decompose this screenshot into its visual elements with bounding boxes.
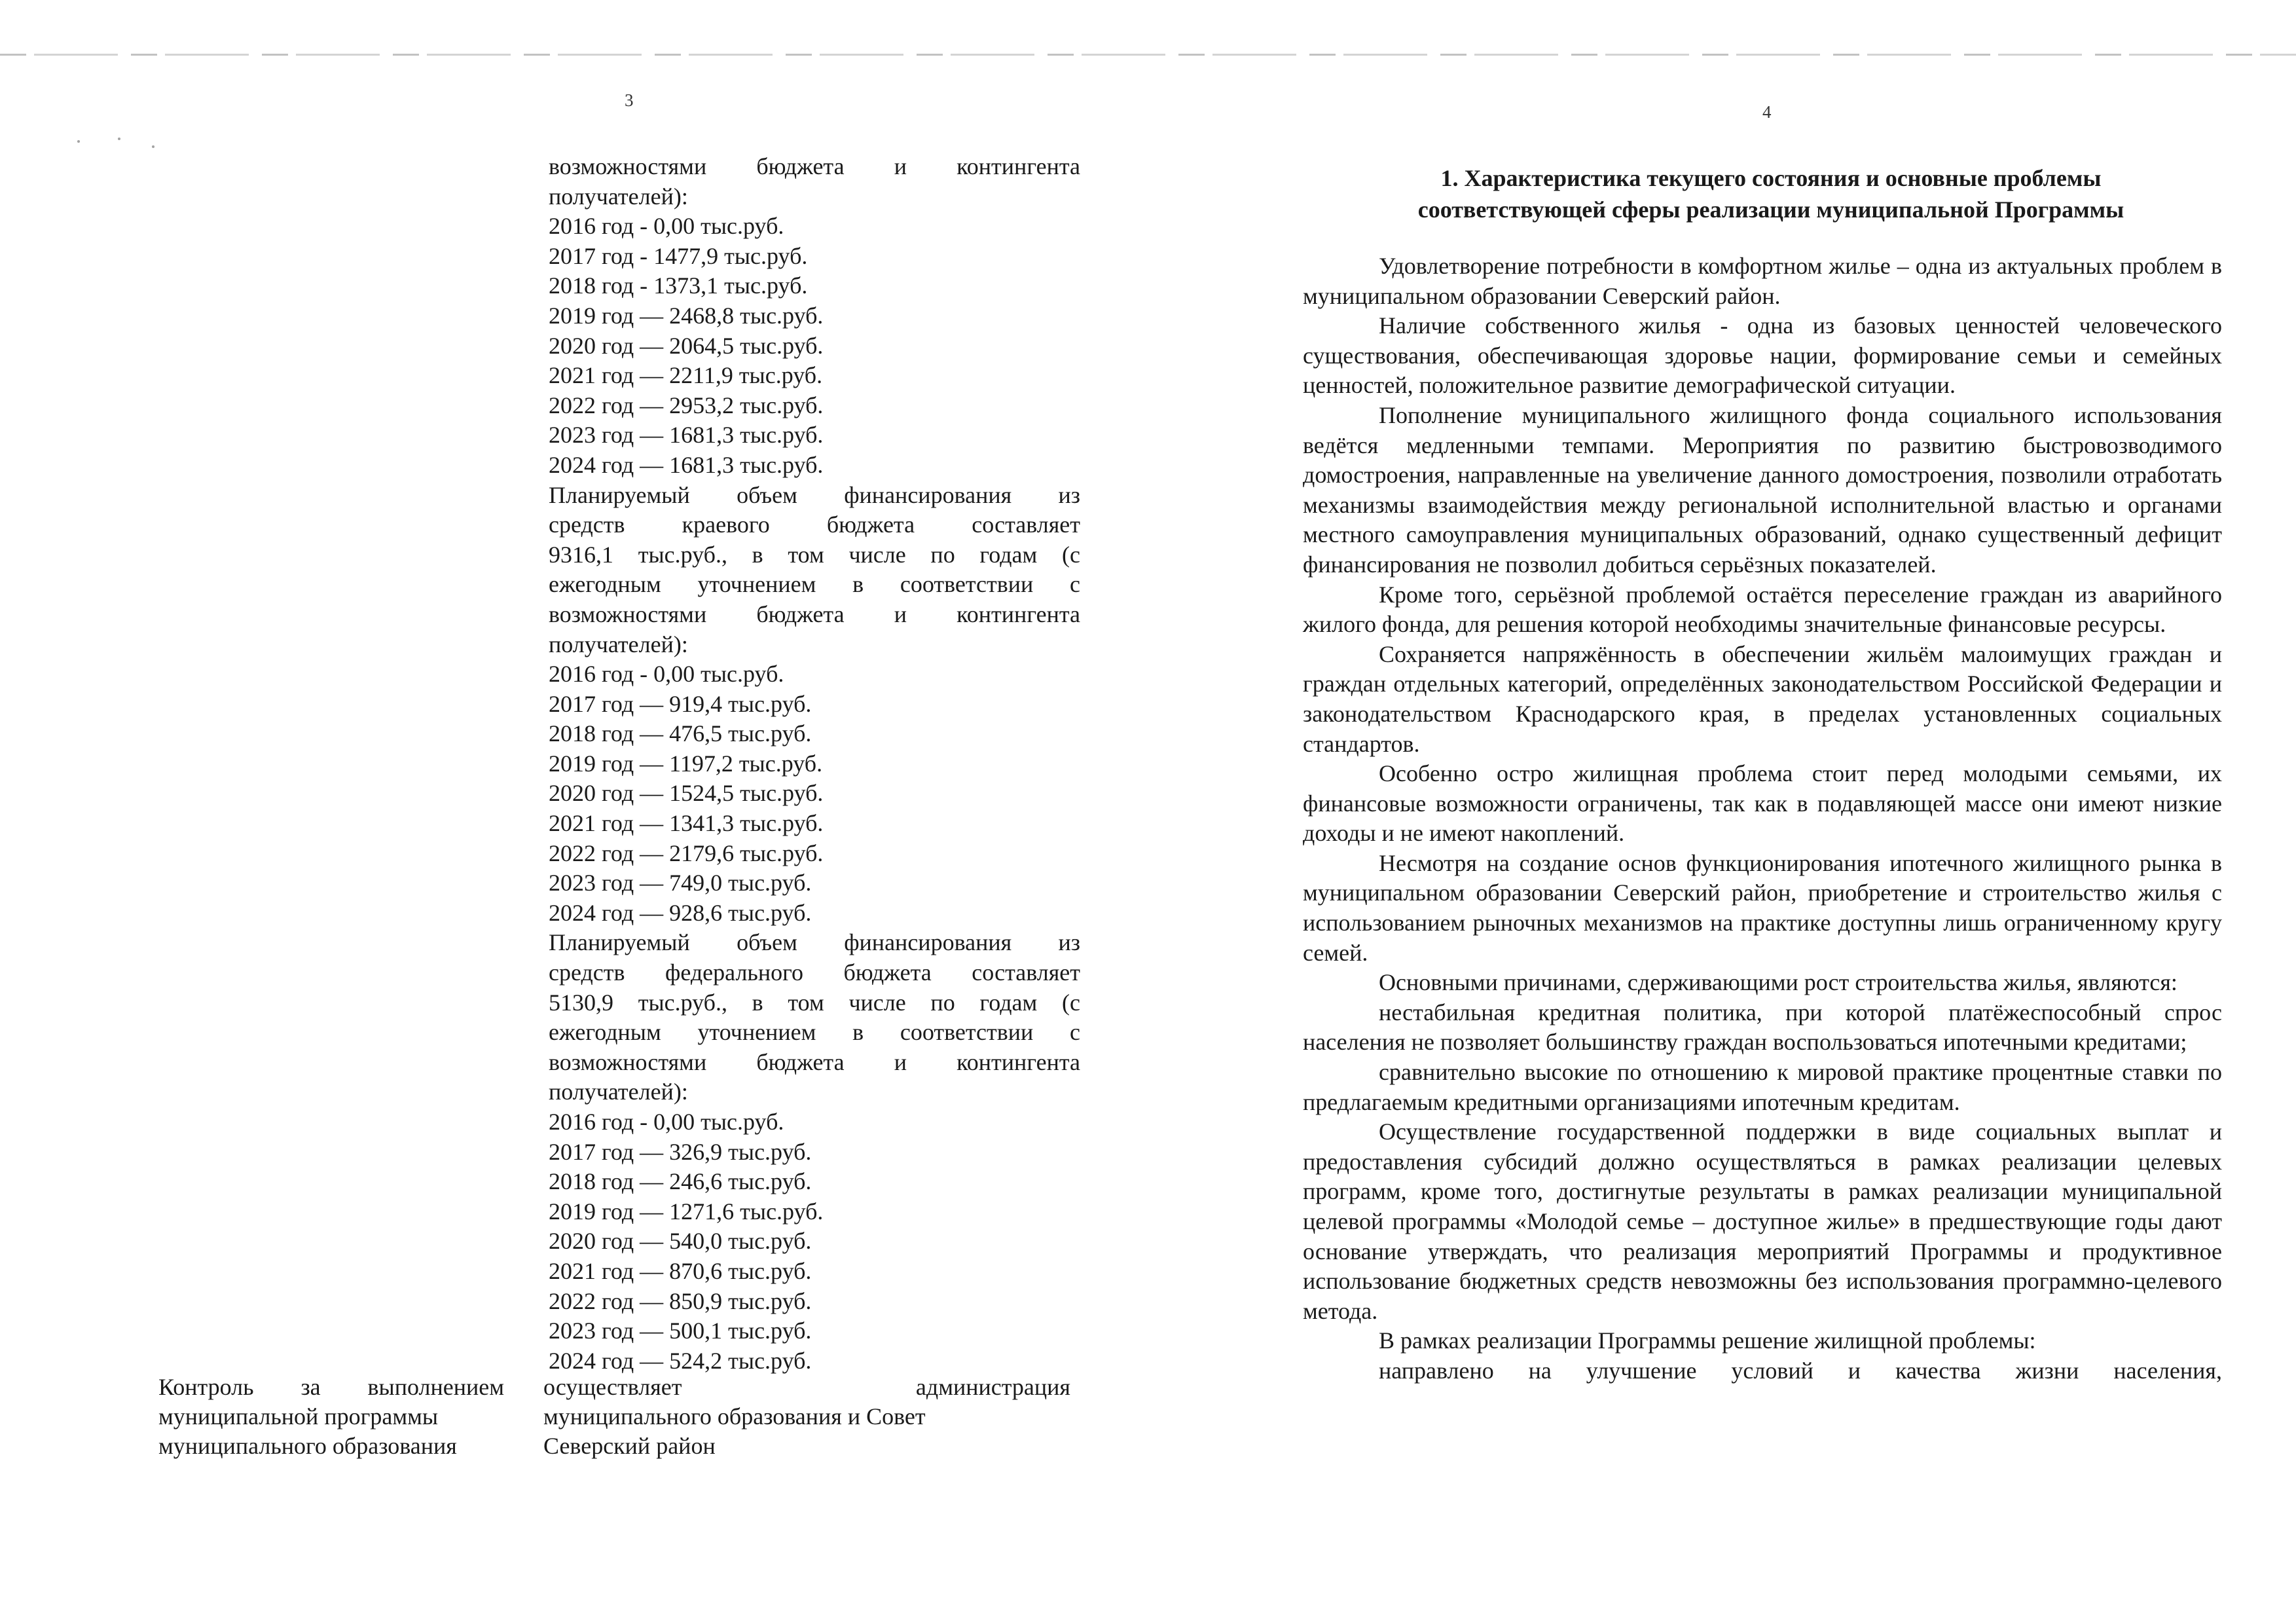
regional-year-line: 2016 год - 0,00 тыс.руб. bbox=[549, 661, 784, 688]
text-line: Планируемый объем финансирования из bbox=[549, 481, 1080, 508]
text-line: получателей): bbox=[549, 1079, 688, 1105]
text-line: осуществляет администрация bbox=[543, 1374, 1070, 1400]
regional-year-line: 2020 год — 1524,5 тыс.руб. bbox=[549, 780, 824, 807]
federal-year-line: 2023 год — 500,1 тыс.руб. bbox=[549, 1318, 812, 1344]
heading-line: соответствующей сферы реализации муниципальной Программы bbox=[1417, 196, 2124, 223]
regional-year-line: 2024 год — 928,6 тыс.руб. bbox=[549, 899, 812, 926]
local-year-line: 2017 год - 1477,9 тыс.руб. bbox=[549, 242, 808, 269]
page-number-left: 3 bbox=[625, 90, 634, 110]
federal-year-line: 2017 год — 326,9 тыс.руб. bbox=[549, 1138, 812, 1165]
scan-speck bbox=[118, 138, 120, 140]
text-line: Планируемый объем финансирования из bbox=[549, 929, 1080, 956]
paragraph: Пополнение муниципального жилищного фонда социального использования ведётся медленными темпами. Мероприятия по развитию быстровозводимого домостроения, направленные на увеличение данного домостроения, позволили отработать механизмы взаимодействия между региональной исполнительной властью и органами местного самоуправления муниципальных образований, однако существенный дефицит финансирования не позволил добиться серьёзных показателей. bbox=[1303, 401, 2222, 578]
text-line: возможностями бюджета и контингента bbox=[549, 153, 1080, 179]
section-body bbox=[1303, 251, 2222, 1386]
text-line: Контроль за выполнением bbox=[158, 1374, 504, 1400]
federal-year-line: 2018 год — 246,6 тыс.руб. bbox=[549, 1168, 812, 1195]
text-line: муниципального образования bbox=[158, 1433, 457, 1459]
federal-year-line: 2019 год — 1271,6 тыс.руб. bbox=[549, 1198, 824, 1225]
federal-year-line: 2016 год - 0,00 тыс.руб. bbox=[549, 1109, 784, 1135]
local-year-line: 2022 год — 2953,2 тыс.руб. bbox=[549, 392, 824, 418]
section-heading bbox=[1316, 162, 2226, 225]
scan-edge-line bbox=[0, 54, 2296, 56]
local-year-line: 2018 год - 1373,1 тыс.руб. bbox=[549, 272, 808, 299]
control-label bbox=[158, 1373, 504, 1461]
regional-year-line: 2017 год — 919,4 тыс.руб. bbox=[549, 690, 812, 717]
text-line: средств федерального бюджета составляет bbox=[549, 959, 1080, 986]
regional-year-line: 2018 год — 476,5 тыс.руб. bbox=[549, 720, 812, 747]
text-line: получателей): bbox=[549, 631, 688, 657]
paragraph: Несмотря на создание основ функционирования ипотечного жилищного рынка в муниципальном образовании Северский район, приобретение и строительство жилья с использованием рыночных механизмов на практике доступны лишь ограниченному кругу семей. bbox=[1303, 849, 2222, 966]
paragraph: Кроме того, серьёзной проблемой остаётся переселение граждан из аварийного жилого фонда, для решения которой необходимы значительные финансовые ресурсы. bbox=[1303, 581, 2222, 638]
text-line: средств краевого бюджета составляет bbox=[549, 511, 1080, 538]
regional-year-line: 2021 год — 1341,3 тыс.руб. bbox=[549, 810, 824, 837]
federal-year-line: 2022 год — 850,9 тыс.руб. bbox=[549, 1287, 812, 1314]
text-line: 5130,9 тыс.руб., в том числе по годам (с bbox=[549, 989, 1080, 1016]
scan-speck bbox=[77, 140, 80, 143]
federal-year-line: 2024 год — 524,2 тыс.руб. bbox=[549, 1347, 812, 1374]
paragraph: Удовлетворение потребности в комфортном жилье – одна из актуальных проблем в муниципальном образовании Северский район. bbox=[1303, 253, 2222, 309]
text-line: Северский район bbox=[543, 1433, 716, 1459]
scan-speck bbox=[152, 145, 155, 148]
text-line: получателей): bbox=[549, 183, 688, 210]
funding-column bbox=[549, 152, 1080, 1376]
list-item: нестабильная кредитная политика, при которой платёжеспособный спрос населения не позволяет большинству граждан воспользоваться ипотечными кредитами; bbox=[1303, 999, 2222, 1056]
paragraph: Сохраняется напряжённость в обеспечении жильём малоимущих граждан и граждан отдельных категорий, определённых законодательством Российской Федерации и законодательством Краснодарского края, в пределах установленных социальных стандартов. bbox=[1303, 640, 2222, 757]
paragraph: Основными причинами, сдерживающими рост строительства жилья, являются: bbox=[1379, 969, 2178, 996]
local-year-line: 2019 год — 2468,8 тыс.руб. bbox=[549, 302, 824, 329]
local-year-line: 2023 год — 1681,3 тыс.руб. bbox=[549, 422, 824, 449]
federal-year-line: 2020 год — 540,0 тыс.руб. bbox=[549, 1228, 812, 1255]
local-year-line: 2024 год — 1681,3 тыс.руб. bbox=[549, 451, 824, 478]
local-year-line: 2021 год — 2211,9 тыс.руб. bbox=[549, 362, 823, 389]
paragraph: Наличие собственного жилья - одна из базовых ценностей человеческого существования, обеспечивающая здоровье нации, формирование семьи и семейных ценностей, положительное развитие демографической ситуации. bbox=[1303, 312, 2222, 399]
local-year-line: 2020 год — 2064,5 тыс.руб. bbox=[549, 332, 824, 359]
page-number-right: 4 bbox=[1762, 102, 1772, 122]
regional-year-line: 2019 год — 1197,2 тыс.руб. bbox=[549, 750, 823, 777]
heading-line: 1. Характеристика текущего состояния и основные проблемы bbox=[1440, 165, 2102, 191]
paragraph: Особенно остро жилищная проблема стоит перед молодыми семьями, их финансовые возможности ограничены, так как в подавляющей массе они имеют низкие доходы и не имеют накоплений. bbox=[1303, 760, 2222, 847]
federal-year-line: 2021 год — 870,6 тыс.руб. bbox=[549, 1257, 812, 1284]
paragraph: Осуществление государственной поддержки в виде социальных выплат и предоставления субсидий должно осуществляться в рамках реализации целевых программ, кроме того, достигнутые результаты в рамках реализации муниципальной целевой программы «Молодой семье – доступное жилье» в предшествующие годы дают основание утверждать, что реализация мероприятий Программы и продуктивное использование бюджетных средств невозможны без использования программно-целевого метода. bbox=[1303, 1118, 2222, 1324]
text-line: ежегодным уточнением в соответствии с bbox=[549, 1019, 1080, 1046]
list-item: сравнительно высокие по отношению к мировой практике процентные ставки по предлагаемым кредитными организациями ипотечным кредитам. bbox=[1303, 1059, 2222, 1115]
text-line: возможностями бюджета и контингента bbox=[549, 600, 1080, 627]
local-year-line: 2016 год - 0,00 тыс.руб. bbox=[549, 213, 784, 240]
text-line: муниципальной программы bbox=[158, 1403, 439, 1430]
regional-year-line: 2023 год — 749,0 тыс.руб. bbox=[549, 870, 812, 896]
text-line: 9316,1 тыс.руб., в том числе по годам (с bbox=[549, 541, 1080, 568]
paragraph: направлено на улучшение условий и качества жизни населения, bbox=[1379, 1357, 2222, 1384]
text-line: возможностями бюджета и контингента bbox=[549, 1048, 1080, 1075]
regional-year-line: 2022 год — 2179,6 тыс.руб. bbox=[549, 840, 824, 866]
control-value bbox=[543, 1373, 1070, 1461]
paragraph: В рамках реализации Программы решение жилищной проблемы: bbox=[1379, 1327, 2036, 1354]
text-line: муниципального образования и Совет bbox=[543, 1403, 926, 1430]
text-line: ежегодным уточнением в соответствии с bbox=[549, 571, 1080, 598]
